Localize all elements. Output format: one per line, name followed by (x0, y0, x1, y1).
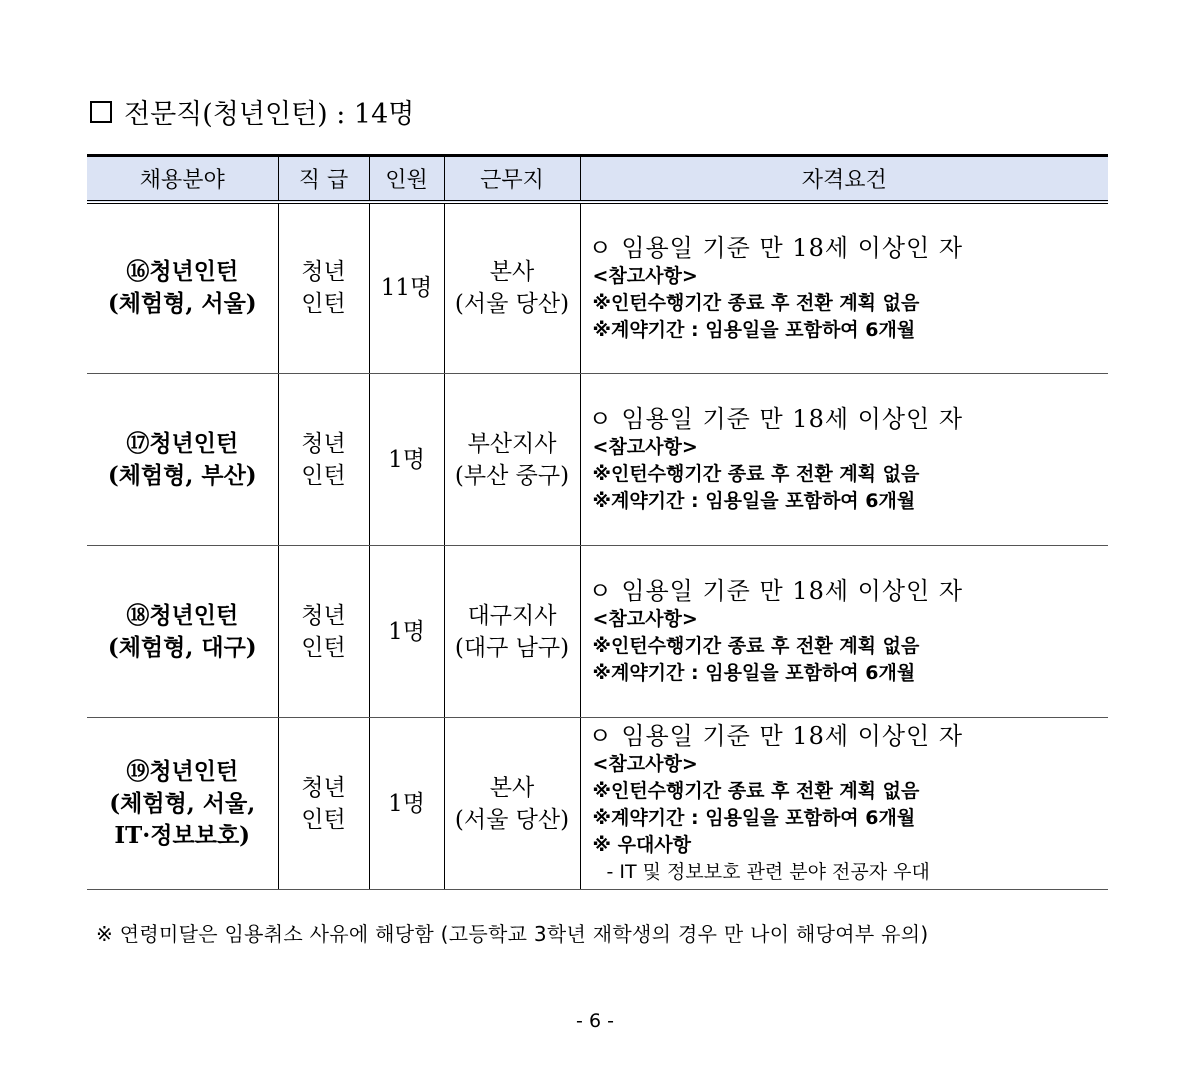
count-cell: 1명 (369, 546, 444, 718)
age-note: ※ 연령미달은 임용취소 사유에 해당함 (고등학교 3학년 재학생의 경우 만 나이 해당여부 유의) (96, 922, 929, 946)
requirements-cell: ㅇ 임용일 기준 만 18세 이상인 자 <참고사항> ※인턴수행기간 종료 후 전환 계획 없음 ※계약기간 : 임용일을 포함하여 6개월 (580, 374, 1108, 546)
location-cell: 부산지사 (부산 중구) (444, 374, 580, 546)
count-cell: 1명 (369, 374, 444, 546)
grade-cell: 청년 인턴 (278, 374, 369, 546)
table-header-row (87, 156, 1108, 202)
table-row (87, 718, 1108, 890)
section-title-text: 전문직(청년인턴) : 14명 (124, 99, 415, 130)
field-cell: ⑰청년인턴 (체험형, 부산) (87, 374, 278, 546)
field-cell: ⑱청년인턴 (체험형, 대구) (87, 546, 278, 718)
location-cell: 대구지사 (대구 남구) (444, 546, 580, 718)
grade-cell: 청년 인턴 (278, 202, 369, 374)
recruitment-table (87, 154, 1108, 890)
checkbox-icon (90, 101, 112, 123)
count-cell: 1명 (369, 718, 444, 890)
location-cell: 본사 (서울 당산) (444, 718, 580, 890)
location-cell: 본사 (서울 당산) (444, 202, 580, 374)
requirements-cell: ㅇ 임용일 기준 만 18세 이상인 자 <참고사항> ※인턴수행기간 종료 후 전환 계획 없음 ※계약기간 : 임용일을 포함하여 6개월 (580, 202, 1108, 374)
field-cell: ⑲청년인턴 (체험형, 서울, IT·정보보호) (87, 718, 278, 890)
header-grade: 직 급 (278, 156, 369, 202)
header-location: 근무지 (444, 156, 580, 202)
section-title (90, 92, 414, 131)
table-row (87, 546, 1108, 718)
header-field: 채용분야 (87, 156, 278, 202)
requirements-cell: ㅇ 임용일 기준 만 18세 이상인 자 <참고사항> ※인턴수행기간 종료 후 전환 계획 없음 ※계약기간 : 임용일을 포함하여 6개월 ※ 우대사항 - IT 및 정보보호 관련 분야 전공자 우대 (580, 718, 1108, 890)
header-count: 인원 (369, 156, 444, 202)
grade-cell: 청년 인턴 (278, 546, 369, 718)
field-cell: ⑯청년인턴 (체험형, 서울) (87, 202, 278, 374)
page-number: - 6 - (576, 1010, 614, 1032)
count-cell: 11명 (369, 202, 444, 374)
grade-cell: 청년 인턴 (278, 718, 369, 890)
header-requirements: 자격요건 (580, 156, 1108, 202)
requirements-cell: ㅇ 임용일 기준 만 18세 이상인 자 <참고사항> ※인턴수행기간 종료 후 전환 계획 없음 ※계약기간 : 임용일을 포함하여 6개월 (580, 546, 1108, 718)
table-row (87, 374, 1108, 546)
table-row (87, 202, 1108, 374)
